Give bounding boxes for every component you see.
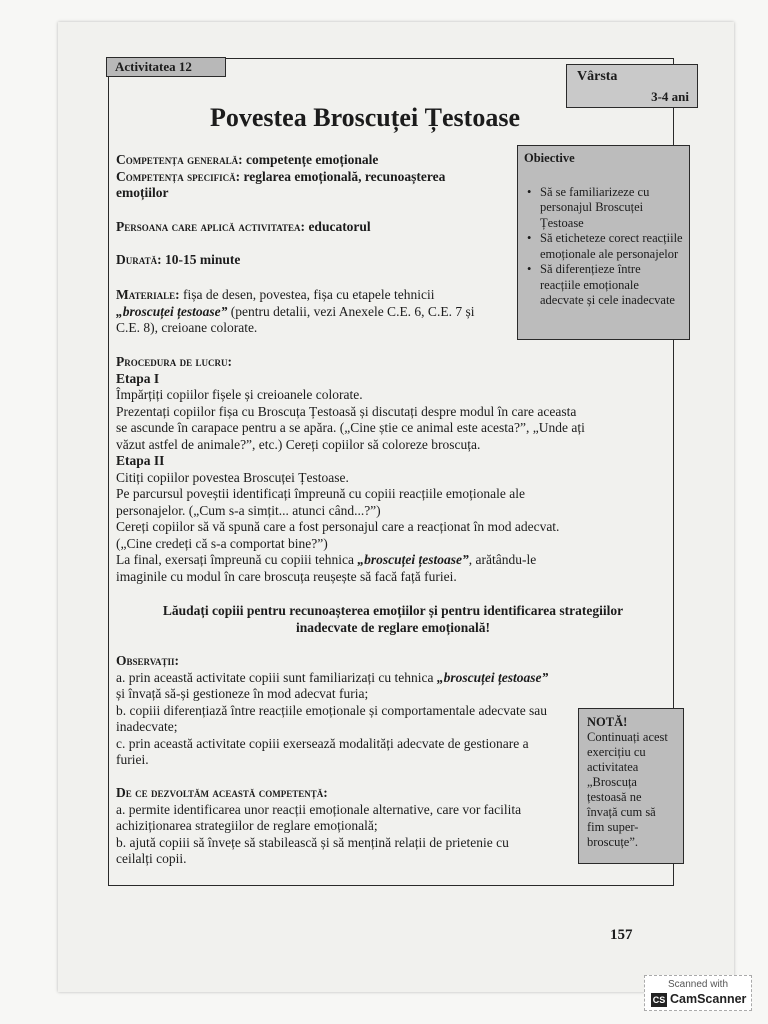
procedure-line: Împărțiți copiilor fișele și creioanele colorate. bbox=[116, 387, 363, 402]
technique-name: „broscuței țestoase” bbox=[357, 552, 469, 567]
activity-number-tab: Activitatea 12 bbox=[106, 57, 226, 77]
procedure-line: , arătându-le bbox=[468, 552, 537, 567]
activity-title: Povestea Broscuței Țestoase bbox=[209, 103, 520, 132]
note-line: țestoasă ne bbox=[587, 790, 642, 804]
age-value: 3-4 ani bbox=[651, 89, 689, 104]
objective-item: • Să se familiarizeze cu personajul Broscuței Țestoase bbox=[524, 185, 683, 232]
objective-item: • Să diferențieze între reacțiile emoționale adecvate și cele inadecvate bbox=[524, 262, 683, 309]
procedure-line: Citiți copiilor povestea Broscuței Țestoase. bbox=[116, 469, 349, 485]
camscanner-watermark bbox=[644, 975, 752, 1011]
procedure-line: („Cine credeți că s-a comportat bine?”) bbox=[116, 535, 328, 551]
observations-block bbox=[116, 653, 548, 769]
development-line: achiziționarea strategiilor de reglare emoțională; bbox=[116, 818, 378, 833]
objectives-title: Obiective bbox=[524, 151, 575, 165]
praise-line: Lăudați copiii pentru recunoașterea emoțiilor și pentru identificarea strategiilor bbox=[162, 603, 624, 618]
stage-2-title: Etapa II bbox=[116, 453, 165, 468]
procedure-block bbox=[116, 354, 585, 585]
note-box bbox=[578, 708, 684, 864]
procedure-line: imaginile cu modul în care broscuța reușește să facă față furiei. bbox=[116, 568, 457, 584]
competencies-block bbox=[116, 152, 445, 202]
procedure-line: personajelor. („Cum s-a simțit... atunci când...?”) bbox=[116, 502, 381, 518]
observation-line: inadecvate; bbox=[116, 719, 178, 734]
observation-line: b. copiii diferențiază între reacțiile emoționale și comportamentale adecvate sau bbox=[116, 702, 548, 718]
praise-line: inadecvate de reglare emoțională! bbox=[295, 619, 491, 635]
page-number: 157 bbox=[610, 927, 633, 943]
duration-label: Durată: bbox=[116, 252, 162, 267]
note-line: „Broscuța bbox=[587, 775, 637, 789]
camscanner-logo-icon: CS bbox=[652, 995, 666, 1005]
person-line bbox=[116, 219, 371, 236]
procedure-line: Pe parcursul poveștii identificați împreună cu copiii reacțiile emoționale ale bbox=[116, 486, 525, 501]
observation-line: și învață să-și gestioneze în mod adecvat furia; bbox=[116, 686, 369, 701]
specific-competency-value: reglarea emoțională, recunoașterea bbox=[243, 168, 446, 184]
materials-line: (pentru detalii, vezi Anexele C.E. 6, C.E. 7 și bbox=[230, 303, 475, 319]
duration-value: 10-15 minute bbox=[164, 252, 241, 267]
objectives-list bbox=[524, 185, 683, 309]
stage-1-title: Etapa I bbox=[116, 370, 160, 386]
observation-line: furiei. bbox=[116, 752, 149, 767]
procedure-line: La final, exersați împreună cu copiii tehnica bbox=[116, 552, 355, 567]
materials-block bbox=[116, 287, 474, 337]
note-line: Continuați acest bbox=[587, 730, 668, 744]
materials-line: fișa de desen, povestea, fișa cu etapele tehnicii bbox=[182, 287, 435, 302]
note-line: broscuțe”. bbox=[587, 835, 639, 849]
praise-block bbox=[116, 603, 670, 636]
development-line: ceilalți copii. bbox=[116, 851, 187, 866]
development-line: b. ajută copiii să învețe să stabilească și să mențină relații de prietenie cu bbox=[116, 834, 509, 850]
development-block bbox=[116, 785, 521, 868]
procedure-line: văzut astfel de animale?”, etc.) Cereți copiilor să coloreze broscuța. bbox=[116, 436, 481, 452]
development-line: a. permite identificarea unor reacții emoționale alternative, care vor facilita bbox=[116, 801, 522, 817]
objectives-box bbox=[517, 145, 690, 340]
age-label: Vârsta bbox=[577, 69, 618, 84]
technique-name: „broscuței țestoase” bbox=[436, 669, 549, 685]
specific-competency-value-cont: emoțiilor bbox=[116, 185, 169, 200]
duration-line bbox=[116, 252, 240, 269]
observations-title: Observații: bbox=[116, 653, 180, 668]
procedure-line: se ascunde în carapace pentru a se apăra. („Cine știe ce animal este acesta?”, „Unde ați bbox=[116, 420, 585, 435]
note-line: exercițiu cu bbox=[587, 745, 646, 759]
observation-line: c. prin această activitate copiii exersează modalități adecvate de gestionare a bbox=[116, 735, 529, 751]
person-value: educatorul bbox=[308, 219, 371, 234]
procedure-line: Prezentați copiilor fișa cu Broscuța Țestoasă și discutați despre modul în care aceasta bbox=[116, 403, 577, 419]
materials-label: Materiale: bbox=[116, 287, 180, 302]
note-title: NOTĂ! bbox=[587, 715, 628, 729]
materials-line: C.E. 8), creioane colorate. bbox=[116, 320, 258, 335]
person-label: Persoana care aplică activitatea: bbox=[116, 219, 306, 234]
watermark-caption: Scanned with bbox=[667, 979, 729, 990]
observation-line: a. prin această activitate copiii sunt familiarizați cu tehnica bbox=[116, 669, 434, 685]
age-box bbox=[566, 64, 698, 108]
note-line: fim super- bbox=[587, 820, 639, 834]
materials-technique: „broscuței țestoase” bbox=[116, 303, 228, 319]
specific-competency-label: Competența specifică: bbox=[116, 168, 241, 184]
note-line: activitatea bbox=[587, 760, 639, 774]
procedure-title: Procedura de lucru: bbox=[116, 354, 232, 369]
general-competency-value: competențe emoționale bbox=[246, 152, 379, 167]
watermark-brand: CamScanner bbox=[670, 992, 747, 1006]
objective-item: • Să eticheteze corect reacțiile emoționale ale personajelor bbox=[524, 231, 683, 262]
development-title: De ce dezvoltăm această competență: bbox=[116, 785, 328, 800]
general-competency-label: Competența generală: bbox=[116, 152, 243, 167]
procedure-line: Cereți copiilor să vă spună care a fost personajul care a reacționat în mod adecvat. bbox=[116, 519, 560, 534]
note-line: învață cum să bbox=[587, 805, 656, 819]
